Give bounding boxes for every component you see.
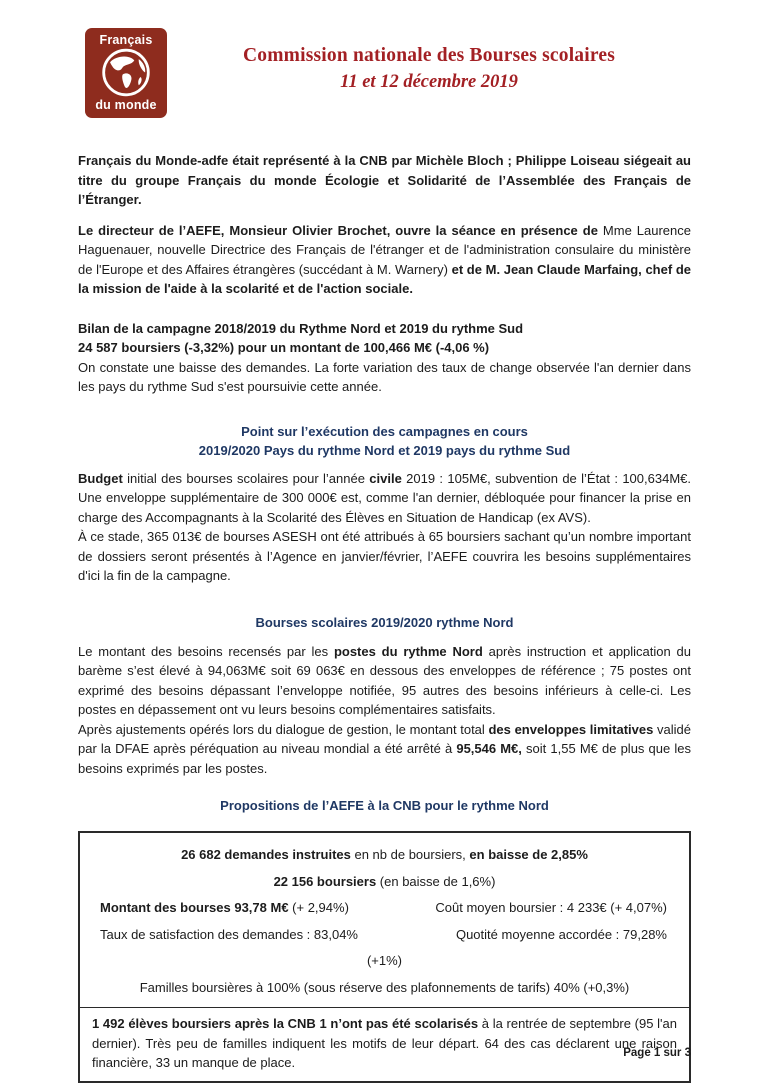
logo-text-top: Français bbox=[99, 33, 153, 47]
stat-quotite-moyenne: Quotité moyenne accordée : 79,28% bbox=[455, 926, 667, 942]
bilan-figures: 24 587 boursiers (-3,32%) pour un montant de 100,466 M€ (-4,06 %) bbox=[78, 340, 490, 355]
stat-taux-variation: (+1%) bbox=[366, 953, 403, 968]
stat-cout-moyen: Coût moyen boursier : 4 233€ (+ 4,07%) bbox=[435, 900, 667, 915]
stat-demandes-instruites: 26 682 demandes instruites en nb de boursiers, en baisse de 2,85% bbox=[181, 847, 588, 862]
heading-bourses-rythme-nord: Bourses scolaires 2019/2020 rythme Nord bbox=[255, 614, 514, 630]
propositions-stats-cell bbox=[80, 833, 689, 1008]
heading-line-2: 2019/2020 Pays du rythme Nord et 2019 pays du rythme Sud bbox=[198, 442, 571, 458]
paragraph-budget-suite: À ce stade, 365 013€ de bourses ASESH ont été attribués à 65 boursiers sachant qu’un nombre important de dossiers seront présentés à l’Agence en janvier/février, l’AEFE couvrira les besoins supplémentaires d'ici la fin de la campagne. bbox=[78, 529, 691, 583]
heading-campagnes-en-cours bbox=[78, 422, 691, 460]
propositions-note-cell: 1 492 élèves boursiers après la CNB 1 n’ont pas été scolarisés à la rentrée de septembre (95 l'an dernier). Très peu de familles indiquent les motifs de leur départ. 64 des cas déclarent une raison financière, 33 un manque de place. bbox=[92, 1016, 677, 1070]
document-header bbox=[78, 28, 691, 118]
section-bilan bbox=[78, 319, 691, 397]
stat-familles-100: Familles boursières à 100% (sous réserve des plafonnements de tarifs) 40% (+0,3%) bbox=[139, 979, 630, 995]
paragraph-montant-besoins: Le montant des besoins recensés par les postes du rythme Nord après instruction et application du barème s’est élevé à 94,063M€ soit 69 063€ en dessous des enveloppes de référence ; 75 postes ont exprimé des besoins dépassant l’enveloppe notifiée, 95 autres des besoins inférieurs à celle-ci. Les postes en dépassement ont vu leurs besoins complémentaires satisfaits. bbox=[78, 643, 692, 717]
bilan-title: Bilan de la campagne 2018/2019 du Rythme Nord et 2019 du rythme Sud bbox=[78, 320, 524, 336]
heading-line-1: Point sur l’exécution des campagnes en cours bbox=[241, 423, 528, 439]
paragraph-ajustements: Après ajustements opérés lors du dialogue de gestion, le montant total des enveloppes limitatives validé par la DFAE après péréquation au niveau mondial a été arrêté à 95,546 M€, soit 1,55 M€ de plus que les besoins exprimés par les postes. bbox=[78, 721, 692, 776]
stat-row-taux-quotite bbox=[96, 925, 673, 945]
heading-propositions-aefe: Propositions de l’AEFE à la CNB pour le rythme Nord bbox=[220, 798, 549, 813]
propositions-box bbox=[78, 831, 691, 1083]
stat-row-montant-cout bbox=[96, 898, 673, 918]
document-title: Commission nationale des Bourses scolaires bbox=[242, 45, 616, 66]
paragraph-directeur: Le directeur de l’AEFE, Monsieur Olivier Brochet, ouvre la séance en présence de Mme Laurence Haguenauer, nouvelle Directrice des Français de l'étranger et de l'administration consulaire du ministère de l'Europe et des Affaires étrangères (succédant à M. Warnery) et de M. Jean Claude Marfaing, chef de la mission de l'aide à la scolarité et de l'action sociale. bbox=[78, 222, 691, 296]
paragraph-intro: Français du Monde-adfe était représenté à la CNB par Michèle Bloch ; Philippe Loiseau siégeait au titre du groupe Français du monde Écologie et Solidarité de l’Assemblée des Français de l’Étranger. bbox=[78, 153, 691, 207]
stat-montant-bourses: Montant des bourses 93,78 M€ (+ 2,94%) bbox=[100, 900, 349, 915]
document-body bbox=[78, 151, 691, 1083]
globe-icon bbox=[100, 47, 152, 98]
paragraph-budget: Budget initial des bourses scolaires pour l’année civile 2019 : 105M€, subvention de l’État : 100,634M€. Une enveloppe supplémentaire de 300 000€ est, comme l'an dernier, débloquée pour financer la prise en charge des Accompagnants à la Scolarité des Élèves en Situation de Handicap (ex AVS). bbox=[78, 470, 691, 525]
page-number: Page 1 sur 3 bbox=[623, 1047, 691, 1059]
bilan-body: On constate une baisse des demandes. La forte variation des taux de change observée l'an dernier dans les pays du rythme Sud s'est poursuivie cette année. bbox=[78, 359, 691, 394]
stat-taux-satisfaction: Taux de satisfaction des demandes : 83,04% bbox=[100, 926, 358, 942]
document-date: 11 et 12 décembre 2019 bbox=[340, 72, 518, 92]
logo-text-bottom: du monde bbox=[95, 98, 157, 112]
stat-boursiers: 22 156 boursiers (en baisse de 1,6%) bbox=[273, 873, 496, 889]
title-block bbox=[167, 28, 691, 93]
francais-du-monde-logo bbox=[85, 28, 167, 118]
